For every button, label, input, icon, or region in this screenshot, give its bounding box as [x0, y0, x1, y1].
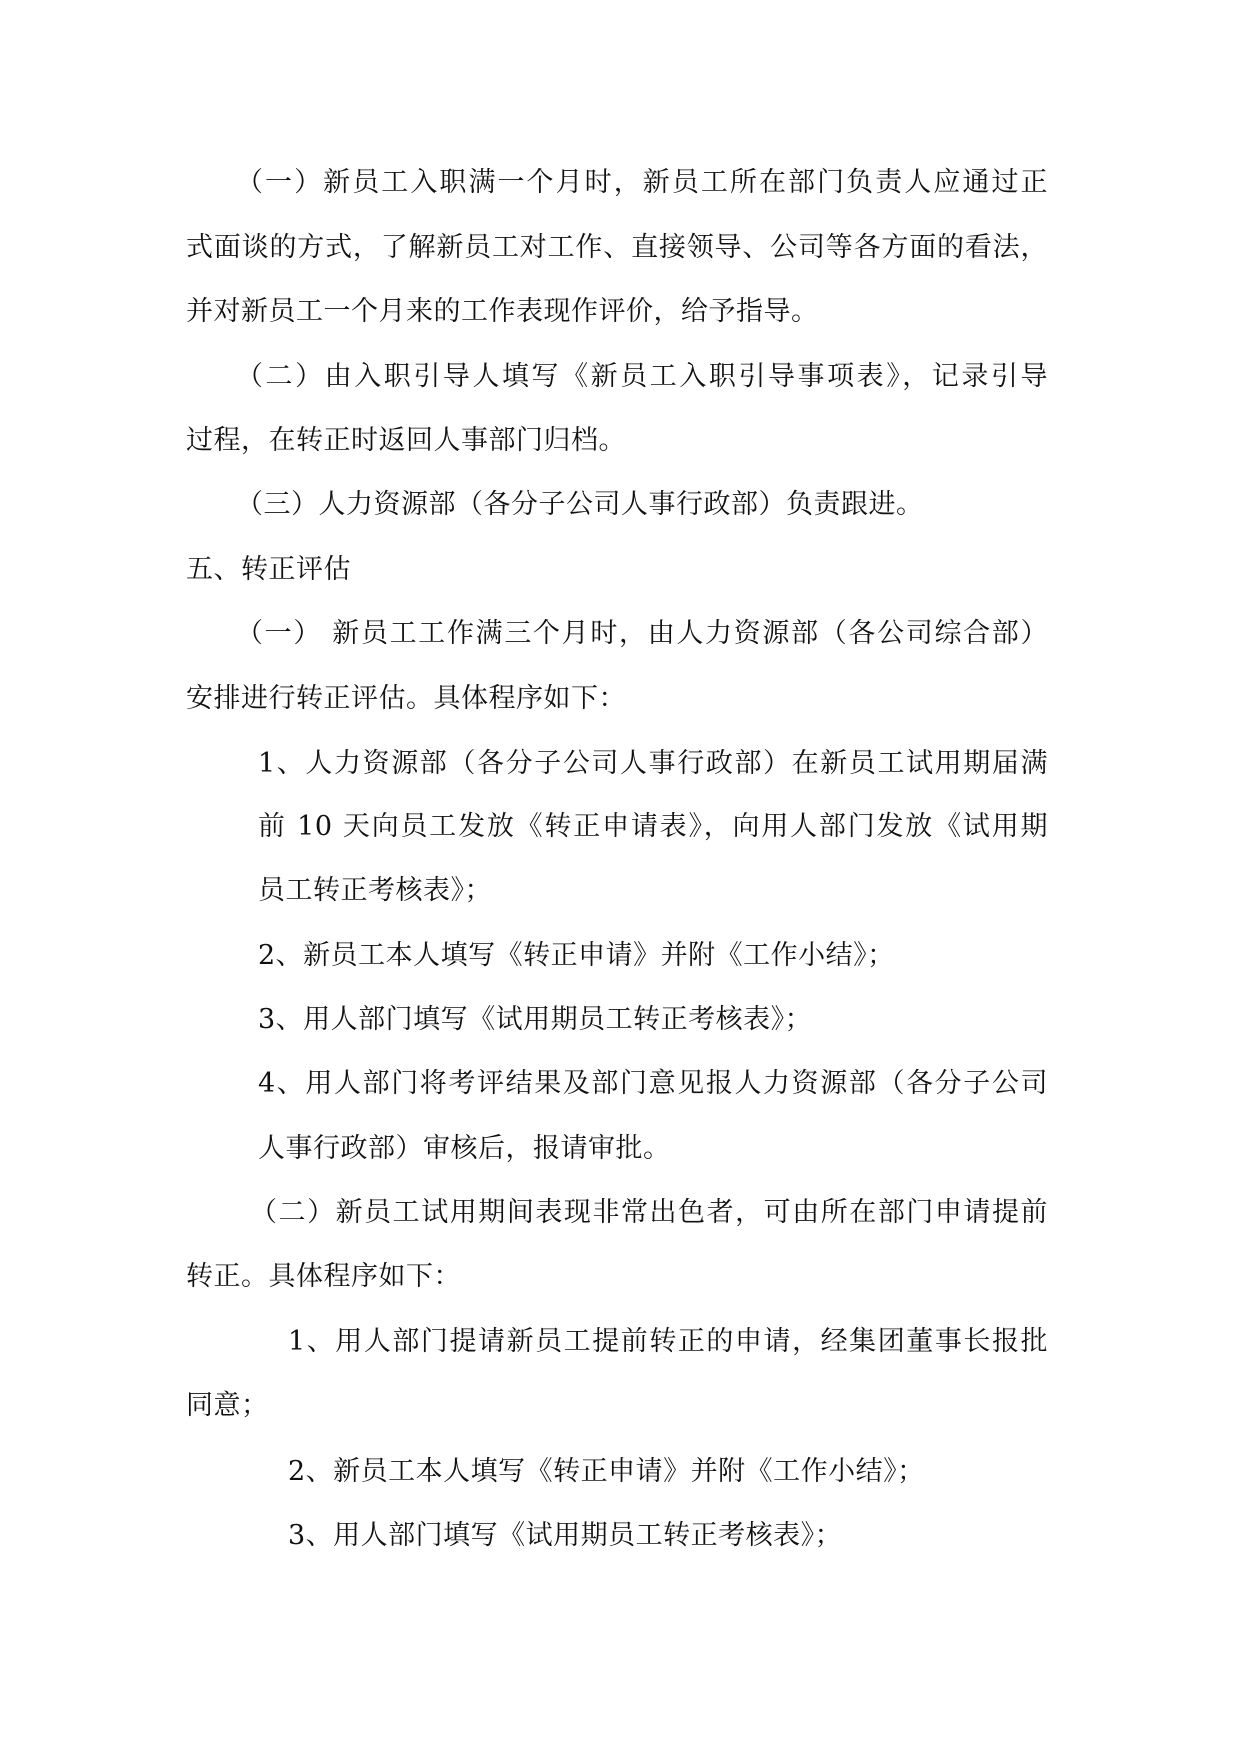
section-heading: 五、转正评估 — [186, 554, 351, 585]
paragraph-line: 转正。具体程序如下： — [186, 1261, 461, 1292]
paragraph-line: （一） 新员工工作满三个月时，由人力资源部（各公司综合部） — [236, 618, 1048, 649]
list-item-line: 同意； — [186, 1390, 269, 1421]
paragraph-line: 式面谈的方式，了解新员工对工作、直接领导、公司等各方面的看法， — [186, 232, 1048, 263]
list-item-line: 2、新员工本人填写《转正申请》并附《工作小结》； — [288, 1456, 925, 1487]
paragraph-line: （三）人力资源部（各分子公司人事行政部）负责跟进。 — [236, 489, 924, 520]
paragraph-line: 安排进行转正评估。具体程序如下： — [186, 683, 626, 714]
paragraph-line: 并对新员工一个月来的工作表现作评价，给予指导。 — [186, 296, 819, 327]
list-item-line: 员工转正考核表》； — [258, 875, 492, 906]
paragraph-line: （二）由入职引导人填写《新员工入职引导事项表》，记录引导 — [236, 361, 1048, 392]
list-item-line: 3、用人部门填写《试用期员工转正考核表》； — [258, 1004, 813, 1035]
list-item-line: 1、用人部门提请新员工提前转正的申请，经集团董事长报批 — [288, 1326, 1048, 1357]
list-item-line: 人事行政部）审核后，报请审批。 — [258, 1133, 671, 1164]
list-item-line: 前 10 天向员工发放《转正申请表》，向用人部门发放《试用期 — [258, 811, 1048, 842]
paragraph-line: 过程，在转正时返回人事部门归档。 — [186, 425, 626, 456]
list-item-line: 2、新员工本人填写《转正申请》并附《工作小结》； — [258, 940, 895, 971]
list-item-line: 4、用人部门将考评结果及部门意见报人力资源部（各分子公司 — [258, 1068, 1048, 1099]
list-item-line: 1、人力资源部（各分子公司人事行政部）在新员工试用期届满 — [258, 748, 1048, 779]
list-item-line: 3、用人部门填写《试用期员工转正考核表》； — [288, 1520, 843, 1551]
paragraph-line: （二）新员工试用期间表现非常出色者，可由所在部门申请提前 — [250, 1197, 1048, 1228]
paragraph-line: （一）新员工入职满一个月时，新员工所在部门负责人应通过正 — [236, 167, 1048, 198]
